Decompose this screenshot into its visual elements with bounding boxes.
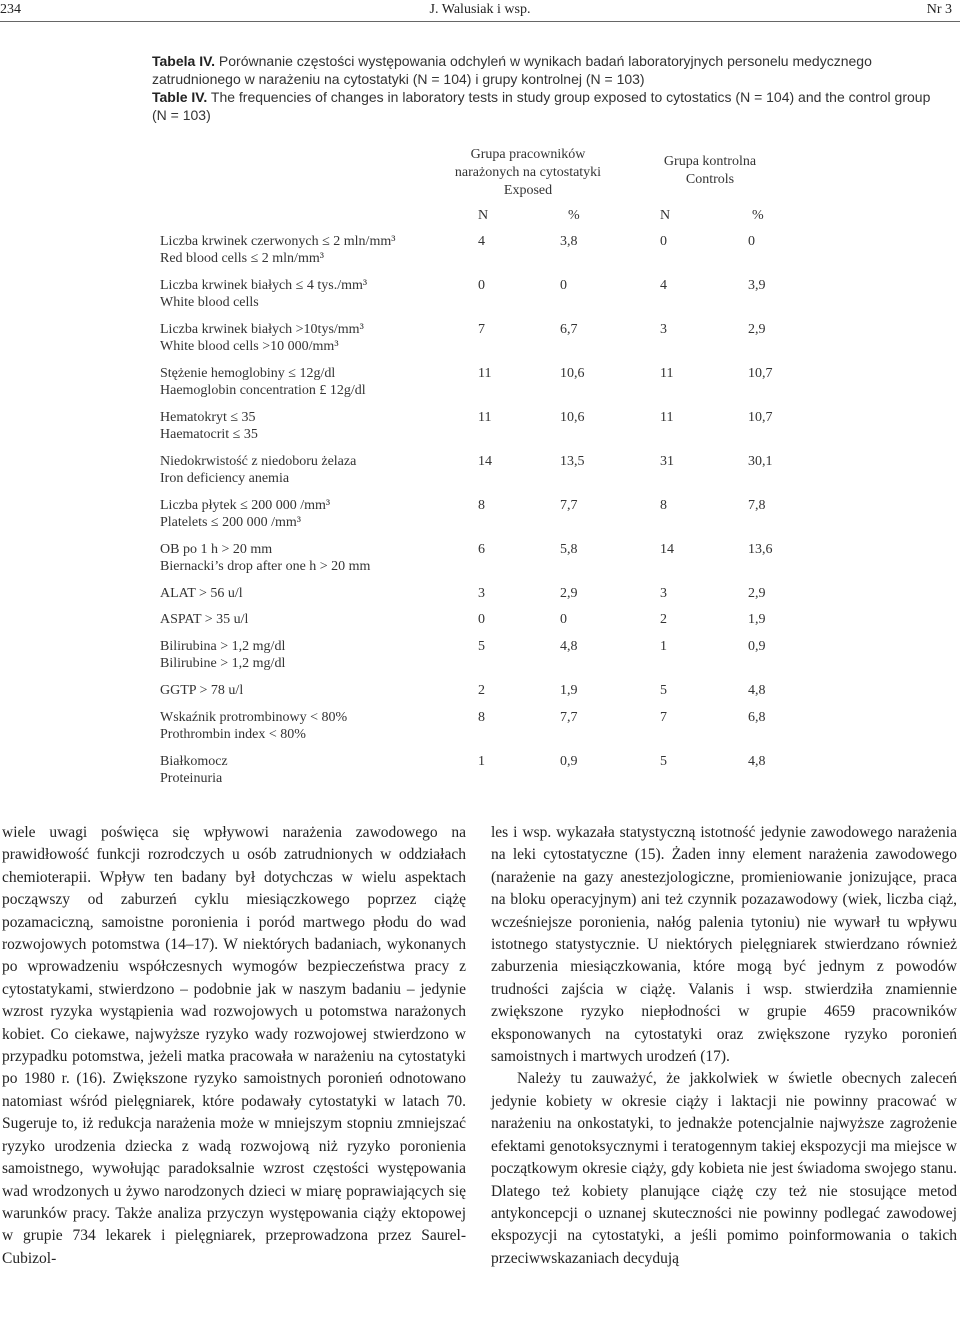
row-label-line: Hematokryt ≤ 35: [160, 410, 256, 425]
row-label: [160, 409, 460, 443]
row-label-line: Liczba krwinek białych ≤ 4 tys./mm³: [160, 278, 368, 293]
row-label-line: Liczba płytek ≤ 200 000 /mm³: [160, 498, 331, 513]
body-column-right: [491, 822, 957, 1270]
caption-label-en: Table IV.: [152, 89, 208, 105]
body-column-left: [2, 822, 466, 1270]
cell-value: 2: [660, 612, 667, 627]
row-label-line: Bilirubina > 1,2 mg/dl: [160, 639, 286, 654]
exposed-header-line: Grupa pracowników: [470, 147, 586, 162]
cell-value: 2: [478, 683, 485, 698]
cell-value: 10,7: [748, 366, 773, 381]
table-caption-english: [152, 88, 932, 124]
cell-value: 2,9: [748, 586, 766, 601]
cell-value: 30,1: [748, 454, 773, 469]
cell-value: 5,8: [560, 542, 578, 557]
row-label-line: Iron deficiency anemia: [160, 471, 290, 486]
row-label: [160, 497, 460, 531]
body-paragraph: les i wsp. wykazała statystyczną istotność jedynie zawodowego narażenia na leki cytostatyczne (15). Żaden inny element narażenia zawodowego (narażenie na gazy anestezjologiczne, promieniowanie jonizujące, praca na bloku operacyjnym) ani też czynnik pozazawodowy (wiek, liczba ciąż, wcześniejsze poronienia, nałóg palenia tytoniu) nie wywarł tu wpływu istotnego statystycznie. U niektórych pielęgniarek stwierdzano również zaburzenia miesiączkowania, które mogą być jednym z powodów trudności zajścia w ciążę. Valanis i wsp. stwierdziła znamiennie zwiększone ryzyko niepłodności w grupie 4659 pracowników eksponowanych na cytostatyki oraz zwiększone ryzyko poronień samoistnych i martwych urodzeń (17).: [491, 824, 957, 1066]
cell-value: 3: [660, 322, 667, 337]
subheader-exposed-pct: %: [568, 208, 580, 223]
cell-value: 8: [478, 498, 485, 513]
cell-value: 0: [478, 278, 485, 293]
issue-number: Nr 3: [926, 2, 952, 17]
cell-value: 7,7: [560, 498, 578, 513]
row-label-line: Niedokrwistość z niedoboru żelaza: [160, 454, 357, 469]
cell-value: 7: [478, 322, 485, 337]
page-number: 234: [0, 2, 21, 17]
cell-value: 2,9: [748, 322, 766, 337]
cell-value: 4,8: [560, 639, 578, 654]
row-label: [160, 365, 460, 399]
cell-value: 11: [660, 410, 674, 425]
row-label: [160, 277, 460, 311]
cell-value: 2,9: [560, 586, 578, 601]
exposed-header-line: narażonych na cytostatyki: [454, 165, 602, 180]
cell-value: 1: [478, 754, 485, 769]
table-caption-polish: [152, 52, 932, 88]
exposed-header-line: Exposed: [503, 183, 553, 198]
cell-value: 3: [478, 586, 485, 601]
cell-value: 31: [660, 454, 674, 469]
row-label-line: Proteinuria: [160, 771, 223, 786]
cell-value: 1,9: [560, 683, 578, 698]
cell-value: 10,7: [748, 410, 773, 425]
cell-value: 3,9: [748, 278, 766, 293]
row-label-line: Red blood cells ≤ 2 mln/mm³: [160, 251, 324, 266]
cell-value: 0,9: [748, 639, 766, 654]
running-header: [0, 0, 960, 21]
row-label: [160, 709, 460, 743]
row-label-line: Wskaźnik protrombinowy < 80%: [160, 710, 348, 725]
body-paragraph: Należy tu zauważyć, że jakkolwiek w świetle obecnych zaleceń jedynie kobiety w okresie ciąży i laktacji nie powinny pracować w narażeniu na onkostatyki, to jednakże potencjalnie najwyższe zagrożenie efektami genotoksycznymi i teratogennym takiej ekspozycji ma miejsce w początkowym okresie ciąży, gdy kobieta nie jest świadoma swojego stanu. Dlatego też kobiety planujące ciążę czy też nie stosujące metod antykoncepcji o uznanej skuteczności nie powinny podlegać zawodowej ekspozycji na cytostatyki, a jeśli pomimo poinformowania o takich przeciwwskazaniach decydują: [491, 1070, 957, 1267]
cell-value: 1: [660, 639, 667, 654]
cell-value: 4,8: [748, 683, 766, 698]
row-label: [160, 753, 460, 787]
row-label: [160, 233, 460, 267]
body-paragraph: wiele uwagi poświęca się wpływowi narażenia zawodowego na prawidłowość funkcji rozrodczych u osób zatrudnionych w oddziałach chemioterapii. Wpływ ten badany był dotychczas w wielu aspektach począwszy od zaburzeń cyklu miesiączkowego poprzez ciążę pozamaciczną, samoistne poronienia i poród martwego płodu do wad rozwojowych potomstwa (14–17). W niektórych badaniach, wykonanych po wprowadzeniu współczesnych wymogów bezpieczeństwa pracy z cytostatykami, stwierdzono – podobnie jak w naszym badaniu – jedynie wzrost ryzyka wystąpienia wad rozwojowych u potomstwa narażonych kobiet. Co ciekawe, najwyższe ryzyko wady rozwojowej stwierdzono w przypadku potomstwa, jeżeli matka pracowała w narażeniu na cytostatyki po 1980 r. (16). Zwiększone ryzyko samoistnych poronień odnotowano natomiast wśród pielęgniarek, które podawały cytostatyki w latach 70. Sugeruje to, iż redukcja narażenia może w mniejszym stopniu zmniejszać ryzyko urodzenia dziecka z wadą rozwojową niż ryzyko poronienia samoistnego, wywołując paradoksalnie wzrost częstości występowania wad wrodzonych u żywo narodzonych dzieci w miarę poprawiających się warunków pracy. Także analiza przyczyn występowania ciąży ektopowej w grupie 734 lekarek i pielęgniarek, przeprowadzona przez Saurel-Cubizol-: [2, 824, 466, 1267]
cell-value: 0,9: [560, 754, 578, 769]
row-label-line: Haematocrit ≤ 35: [160, 427, 258, 442]
row-label: [160, 321, 460, 355]
cell-value: 13,6: [748, 542, 773, 557]
cell-value: 5: [660, 754, 667, 769]
caption-label-pl: Tabela IV.: [152, 53, 216, 69]
cell-value: 11: [478, 366, 492, 381]
controls-header-line: Controls: [685, 172, 735, 187]
cell-value: 10,6: [560, 410, 585, 425]
cell-value: 0: [660, 234, 667, 249]
row-label-line: Bilirubine > 1,2 mg/dl: [160, 656, 286, 671]
running-authors: J. Walusiak i wsp.: [429, 2, 531, 17]
cell-value: 5: [478, 639, 485, 654]
row-label-line: ASPAT > 35 u/l: [160, 612, 249, 627]
cell-value: 0: [478, 612, 485, 627]
cell-value: 8: [660, 498, 667, 513]
cell-value: 4: [478, 234, 485, 249]
cell-value: 8: [478, 710, 485, 725]
cell-value: 3,8: [560, 234, 578, 249]
row-label-line: OB po 1 h > 20 mm: [160, 542, 273, 557]
controls-header-line: Grupa kontrolna: [663, 154, 757, 169]
row-label: [160, 453, 460, 487]
cell-value: 14: [478, 454, 492, 469]
cell-value: 6: [478, 542, 485, 557]
header-rule: [0, 21, 960, 22]
cell-value: 7: [660, 710, 667, 725]
caption-text-pl: Porównanie częstości występowania odchyleń w wynikach badań laboratoryjnych personelu medycznego zatrudnionego w narażeniu na cytostatyki (N = 104) i grupy kontrolnej (N = 103): [152, 53, 872, 87]
column-group-exposed: [438, 146, 618, 200]
row-label: [160, 541, 460, 575]
row-label-line: Haemoglobin concentration £ 12g/dl: [160, 383, 366, 398]
subheader-control-n: N: [660, 208, 671, 223]
cell-value: 6,8: [748, 710, 766, 725]
row-label-line: Liczba krwinek białych >10tys/mm³: [160, 322, 364, 337]
cell-value: 3: [660, 586, 667, 601]
cell-value: 11: [478, 410, 492, 425]
cell-value: 7,8: [748, 498, 766, 513]
cell-value: 13,5: [560, 454, 585, 469]
cell-value: 7,7: [560, 710, 578, 725]
cell-value: 0: [560, 278, 567, 293]
row-label: [160, 585, 460, 602]
cell-value: 1,9: [748, 612, 766, 627]
row-label: [160, 638, 460, 672]
row-label-line: Prothrombin index < 80%: [160, 727, 306, 742]
row-label-line: GGTP > 78 u/l: [160, 683, 244, 698]
subheader-exposed-n: N: [478, 208, 489, 223]
cell-value: 11: [660, 366, 674, 381]
row-label-line: Białkomocz: [160, 754, 228, 769]
row-label-line: ALAT > 56 u/l: [160, 586, 243, 601]
row-label-line: White blood cells >10 000/mm³: [160, 339, 339, 354]
column-group-controls: [625, 153, 795, 189]
caption-text-en: The frequencies of changes in laboratory tests in study group exposed to cytostatics (N = 104) and the control group (N = 103): [152, 89, 931, 123]
cell-value: 5: [660, 683, 667, 698]
cell-value: 14: [660, 542, 674, 557]
cell-value: 6,7: [560, 322, 578, 337]
row-label-line: Platelets ≤ 200 000 /mm³: [160, 515, 301, 530]
cell-value: 10,6: [560, 366, 585, 381]
row-label: [160, 611, 460, 628]
row-label: [160, 682, 460, 699]
row-label-line: Liczba krwinek czerwonych ≤ 2 mln/mm³: [160, 234, 396, 249]
row-label-line: Stężenie hemoglobiny ≤ 12g/dl: [160, 366, 336, 381]
row-label-line: White blood cells: [160, 295, 259, 310]
subheader-control-pct: %: [752, 208, 764, 223]
cell-value: 0: [748, 234, 755, 249]
cell-value: 0: [560, 612, 567, 627]
cell-value: 4: [660, 278, 667, 293]
cell-value: 4,8: [748, 754, 766, 769]
row-label-line: Biernacki’s drop after one h > 20 mm: [160, 559, 371, 574]
